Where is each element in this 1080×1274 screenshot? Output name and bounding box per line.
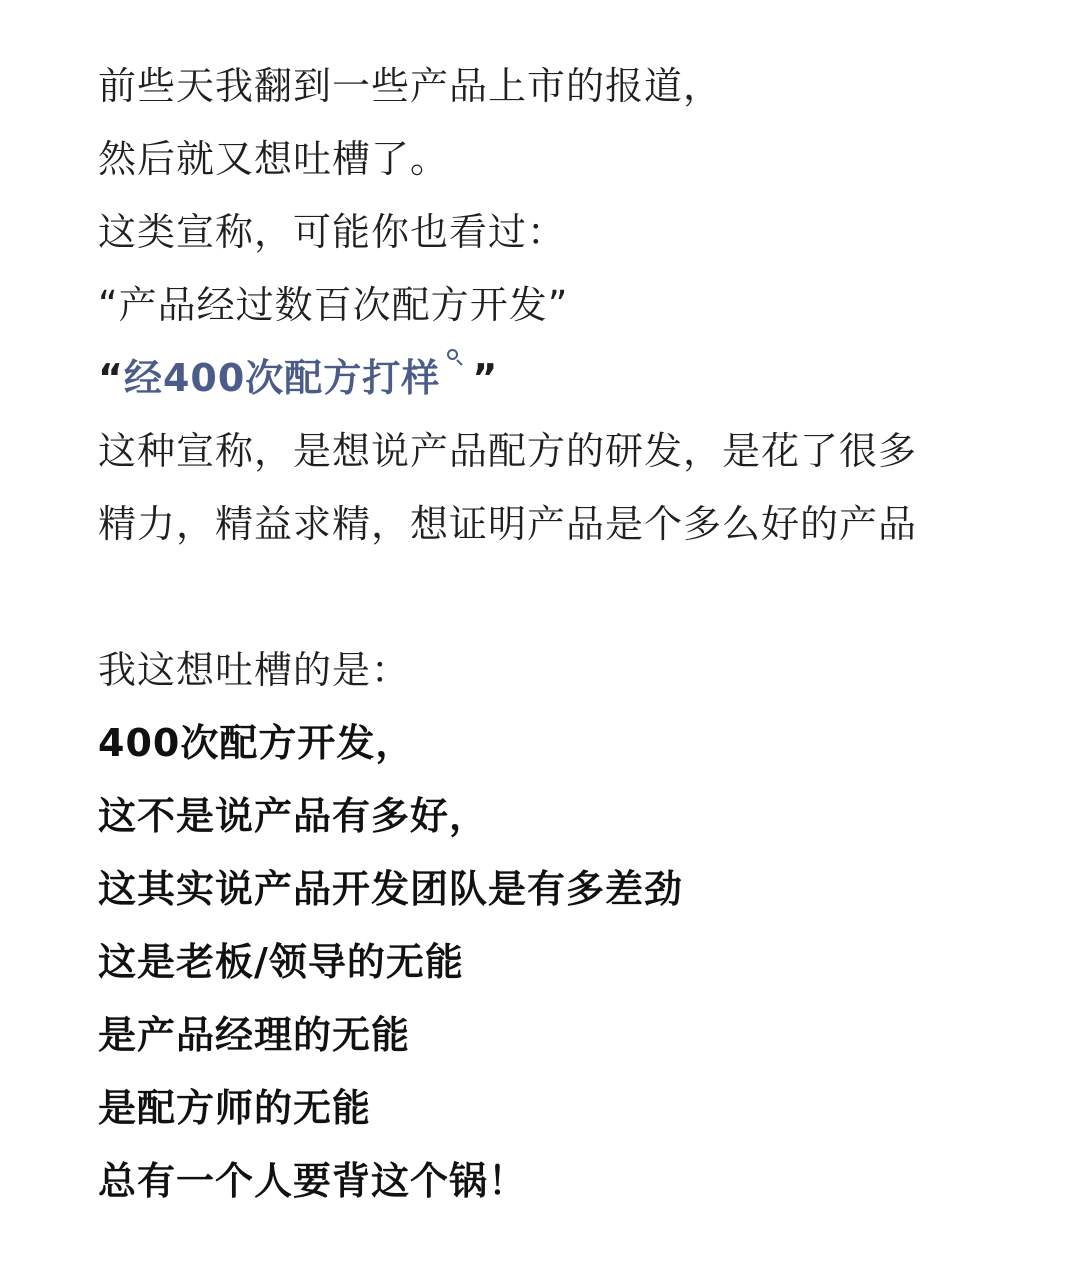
text-line: 然后就又想吐槽了。 [98,137,450,181]
text-line: 精力，精益求精，想证明产品是个多么好的产品 [98,502,918,546]
text-line: 我这想吐槽的是： [98,648,411,692]
bold-line: 总有一个人要背这个锅！ [98,1159,528,1203]
bold-line: 是产品经理的无能 [98,1013,411,1057]
bold-line: 400次配方开发， [98,721,415,765]
close-quote: ” [472,356,499,400]
search-keyword-link[interactable]: 经400次配方打样 [123,356,441,400]
quoted-claim-linked [98,342,1048,415]
open-quote: “ [98,356,124,400]
text-line: 这类宣称，可能你也看过： [98,210,567,254]
quoted-claim: “产品经过数百次配方开发” [98,283,569,327]
text-line: 前些天我翻到一些产品上市的报道， [98,64,723,108]
bold-line: 这是老板/领导的无能 [98,940,464,984]
bold-line: 这其实说产品开发团队是有多差劲 [98,867,684,911]
bold-line: 这不是说产品有多好， [98,794,489,838]
bold-line: 是配方师的无能 [98,1086,372,1130]
paragraph-gap [98,561,1048,634]
article-body [98,50,1048,1218]
text-line: 这种宣称，是想说产品配方的研发，是花了很多 [98,429,918,473]
search-icon[interactable] [444,347,466,369]
